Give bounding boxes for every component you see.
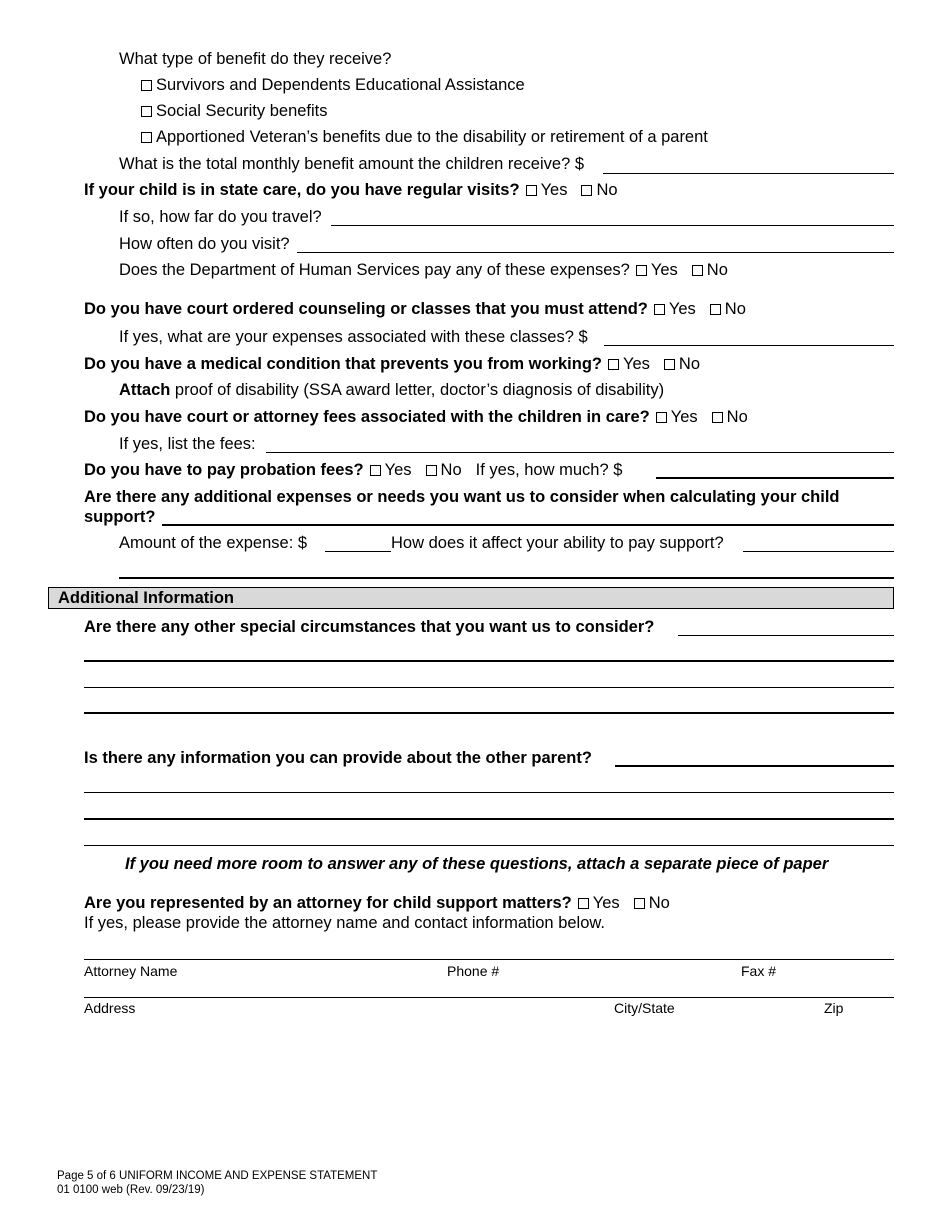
expense-amount-label: Amount of the expense: $ [119,534,308,552]
probation-row: Do you have to pay probation fees? Yes No If yes, how much? $ [84,461,623,479]
checkbox[interactable] [426,465,437,476]
address-label: Address [84,1000,136,1016]
other-parent-question: Is there any information you can provide about the other parent? [84,749,592,767]
checkbox[interactable] [141,132,152,143]
fees-list-label: If yes, list the fees: [119,435,256,453]
dhs-row: Does the Department of Human Services pay any of these expenses? Yes No [119,261,728,279]
attorney-instruction: If yes, please provide the attorney name and contact information below. [84,914,605,932]
special-circumstances-line[interactable] [84,660,894,662]
expense-amount-field[interactable] [325,551,391,552]
section-header-additional-information: Additional Information [48,587,894,609]
checkbox[interactable] [710,304,721,315]
benefit-option-social-security[interactable]: Social Security benefits [141,101,328,121]
affect-field[interactable] [743,551,894,552]
other-parent-line[interactable] [84,818,894,820]
medical-row: Do you have a medical condition that prevents you from working? Yes No [84,355,701,373]
checkbox[interactable] [141,106,152,117]
other-parent-line[interactable] [84,792,894,793]
zip-label: Zip [824,1000,844,1016]
additional-expenses-question-line2: support? [84,508,156,526]
other-parent-line[interactable] [84,845,894,846]
attorney-info-line[interactable] [84,959,894,960]
yes-option[interactable]: Yes [578,894,620,912]
attach-proof-text: Attach proof of disability (SSA award letter, doctor’s diagnosis of disability) [119,381,665,399]
monthly-amount-field[interactable] [603,173,894,174]
counseling-expenses-label: If yes, what are your expenses associated with these classes? $ [119,328,588,346]
footer-form-number: 01 0100 web (Rev. 09/23/19) [57,1184,205,1196]
checkbox[interactable] [526,185,537,196]
phone-label: Phone # [447,963,500,979]
checkbox[interactable] [141,80,152,91]
special-circumstances-field[interactable] [678,635,894,636]
special-circumstances-question: Are there any other special circumstances that you want us to consider? [84,618,655,636]
probation-amount-field[interactable] [656,477,894,479]
fees-list-field[interactable] [266,452,894,453]
yes-option[interactable]: Yes [636,261,678,279]
yes-option[interactable]: Yes [656,408,698,426]
no-option[interactable]: No [712,408,748,426]
how-often-field[interactable] [297,252,894,253]
affect-field-continued[interactable] [119,577,894,579]
additional-expenses-question-line1: Are there any additional expenses or needs you want us to consider when calculating your child [84,488,840,506]
affect-label: How does it affect your ability to pay support? [391,534,724,552]
monthly-amount-label: What is the total monthly benefit amount the children receive? $ [119,155,585,173]
benefit-option-veterans[interactable]: Apportioned Veteran’s benefits due to the disability or retirement of a parent [141,127,708,147]
no-option[interactable]: No [692,261,728,279]
other-parent-field[interactable] [615,765,894,767]
checkbox[interactable] [654,304,665,315]
attorney-row: Are you represented by an attorney for child support matters? Yes No [84,894,670,912]
checkbox[interactable] [692,265,703,276]
benefit-option-survivors[interactable]: Survivors and Dependents Educational Assistance [141,75,525,95]
checkbox[interactable] [608,359,619,370]
yes-option[interactable]: Yes [526,181,568,199]
fax-label: Fax # [741,963,777,979]
counseling-expenses-field[interactable] [604,345,894,346]
checkbox[interactable] [581,185,592,196]
city-state-label: City/State [614,1000,675,1016]
footer-page-info: Page 5 of 6 UNIFORM INCOME AND EXPENSE STATEMENT [57,1170,378,1182]
yes-option[interactable]: Yes [654,300,696,318]
travel-label: If so, how far do you travel? [119,208,322,226]
no-option[interactable]: No [634,894,670,912]
counseling-row: Do you have court ordered counseling or classes that you must attend? Yes No [84,300,746,318]
checkbox[interactable] [664,359,675,370]
additional-expenses-field[interactable] [162,524,894,526]
attorney-address-line[interactable] [84,997,894,998]
special-circumstances-line[interactable] [84,687,894,688]
checkbox[interactable] [712,412,723,423]
checkbox[interactable] [656,412,667,423]
no-option[interactable]: No [581,181,617,199]
checkbox[interactable] [634,898,645,909]
checkbox[interactable] [636,265,647,276]
attorney-name-label: Attorney Name [84,963,178,979]
special-circumstances-line[interactable] [84,712,894,714]
more-room-note: If you need more room to answer any of these questions, attach a separate piece of paper [125,855,829,873]
no-option[interactable]: No [664,355,700,373]
how-often-label: How often do you visit? [119,235,290,253]
yes-option[interactable]: Yes [608,355,650,373]
no-option[interactable]: No [710,300,746,318]
fees-row: Do you have court or attorney fees associated with the children in care? Yes No [84,408,748,426]
yes-option[interactable]: Yes [370,461,412,479]
state-care-row: If your child is in state care, do you have regular visits? Yes No [84,181,618,199]
benefit-question: What type of benefit do they receive? [119,50,392,68]
checkbox[interactable] [578,898,589,909]
checkbox[interactable] [370,465,381,476]
no-option[interactable]: No [426,461,462,479]
travel-field[interactable] [331,225,894,226]
